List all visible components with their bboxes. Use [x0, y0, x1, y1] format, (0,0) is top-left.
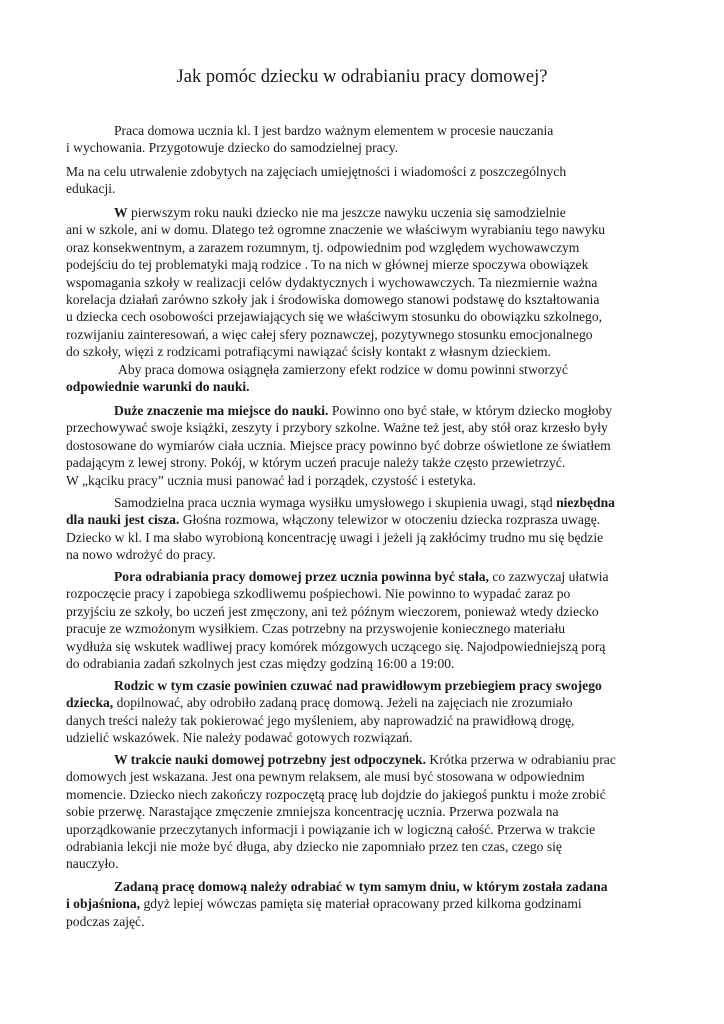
- bold-text: dziecka,: [66, 695, 114, 711]
- text-line: [66, 378, 666, 395]
- paragraph-9: [66, 751, 666, 873]
- paragraph-8: [66, 677, 666, 747]
- text-line: Ma na celu utrwalenie zdobytych na zajęciach umiejętności i wiadomości z poszczególnych: [66, 164, 567, 179]
- text-line: podejściu do tej problematyki mają rodzice . To na nich w głównej mierze spoczywa obowiązek: [66, 257, 589, 273]
- bold-text: dla nauki jest cisza.: [66, 512, 180, 528]
- paragraph-7: [66, 568, 666, 672]
- text-line: korelacja działań zarówno szkoły jak i środowiska domowego stanowi podstawę do kształtowania: [66, 292, 600, 308]
- text-line: [66, 677, 666, 694]
- text-line: sobie przerwę. Narastające zmęczenie zmniejsza koncentrację ucznia. Przerwa pozwala na: [66, 804, 559, 820]
- text-line: wydłuża się wskutek wadliwej pracy komórek mózgowych uczącego się. Najodpowiedniejszą porą: [66, 638, 606, 654]
- text-line: nauczyło.: [66, 856, 119, 872]
- text-line: oraz konsekwentnym, a zarazem rozumnym, tj. odpowiednim pod względem wychowawczym: [66, 239, 580, 255]
- text-line: podczas zajęć.: [66, 913, 145, 929]
- bold-text: W: [114, 205, 128, 220]
- text-line: Aby praca domowa osiągnęła zamierzony efekt rodzice w domu powinni stworzyć: [118, 362, 568, 377]
- text-run: Krótka przerwa w odrabianiu prac: [426, 752, 616, 767]
- paragraph-2: [66, 163, 666, 198]
- text-line: domowych jest wskazana. Jest ona pewnym relaksem, ale musi być stosowana w odpowiednim: [66, 769, 585, 785]
- text-line: rozpoczęcie pracy i zapobiega szkodliwemu pośpiechowi. Nie powinno to wypadać zaraz po: [66, 586, 571, 602]
- text-line: przyjściu ze szkoły, bo uczeń jest zmęczony, ani też późnym wieczorem, ponieważ wtedy dziecko: [66, 603, 599, 619]
- text-line: Dziecko w kl. I ma słabo wyrobioną koncentrację uwagi i jeżeli ją zakłócimy trudno mu się będzie: [66, 529, 604, 545]
- bold-text: Zadaną pracę domową należy odrabiać w tym samym dniu, w którym została zadana: [114, 879, 608, 894]
- bold-text: W trakcie nauki domowej potrzebny jest odpoczynek.: [114, 752, 427, 767]
- text-line: padającym z lewej strony. Pokój, w którym uczeń pracuje należy także często przewietrzyć.: [66, 455, 566, 471]
- text-line: udzielić wskazówek. Nie należy podawać gotowych rozwiązań.: [66, 730, 413, 746]
- paragraph-3: [66, 204, 666, 361]
- text-line: do szkoły, więzi z rodzicami potrafiącymi nawiązać ścisły kontakt z własnym dzieckiem.: [66, 344, 551, 360]
- paragraph-1: [66, 122, 666, 157]
- text-line: u dziecka cech osobowości przejawiających się we właściwym stosunku do obowiązku szkolnego,: [66, 309, 603, 325]
- text-line: dostosowane do wymiarów ciała ucznia. Miejsce pracy powinno być dobrze oświetlone ze światłem: [66, 437, 611, 453]
- text-line: uporządkowanie przeczytanych informacji i powiązanie ich w logiczną całość. Przerwa w trakcie: [66, 821, 596, 837]
- bold-text: i objaśniona,: [66, 896, 141, 912]
- bold-text: niezbędna: [556, 495, 615, 510]
- paragraph-4: [66, 361, 666, 396]
- text-line: do odrabiania zadań szkolnych jest czas między godziną 16:00 a 19:00.: [66, 656, 455, 672]
- paragraph-6: [66, 494, 666, 564]
- text-line: [66, 402, 666, 419]
- text-line: edukacji.: [66, 181, 116, 197]
- text-line: odrabiania lekcji nie może być długa, aby dziecko nie zapomniało przez ten czas, czego się: [66, 839, 562, 855]
- text-run: gdyż lepiej wówczas pamięta się materiał opracowany przed kilkoma godzinami: [140, 896, 582, 912]
- text-run: Głośna rozmowa, włączony telewizor w otoczeniu dziecka rozprasza uwagę.: [179, 512, 601, 528]
- text-line: na nowo wdrożyć do pracy.: [66, 547, 216, 563]
- text-line: wspomagania szkoły w realizacji celów dydaktycznych i wychowawczych. Ta niezmiernie ważna: [66, 274, 598, 290]
- text-line: [66, 895, 666, 912]
- text-run: co zazwyczaj ułatwia: [488, 569, 609, 584]
- bold-text: Duże znaczenie ma miejsce do nauki.: [114, 403, 329, 418]
- bold-text: Pora odrabiania pracy domowej przez ucznia powinna być stała,: [114, 569, 489, 584]
- text-run: dopilnować, aby odrobiło zadaną pracę domową. Jeżeli na zajęciach nie zrozumiało: [113, 695, 573, 711]
- text-line: [66, 494, 666, 511]
- bold-text: odpowiednie warunki do nauki.: [66, 379, 250, 395]
- text-line: [66, 751, 666, 768]
- text-line: [66, 511, 666, 528]
- text-line: Praca domowa ucznia kl. I jest bardzo ważnym elementem w procesie nauczania: [114, 123, 554, 138]
- text-line: [66, 204, 666, 221]
- text-run: Powinno ono być stałe, w którym dziecko mogłoby: [328, 403, 612, 418]
- text-line: [66, 568, 666, 585]
- text-line: momencie. Dziecko niech zakończy rozpoczętą pracę lub dojdzie do jakiegoś punktu i może zrobić: [66, 786, 606, 802]
- text-line: i wychowania. Przygotowuje dziecko do samodzielnej pracy.: [66, 140, 399, 156]
- text-line: [66, 694, 666, 711]
- text-line: pracuje ze wzmożonym wysiłkiem. Czas potrzebny na przyswojenie koniecznego materiału: [66, 621, 566, 637]
- paragraph-5: [66, 402, 666, 489]
- paragraph-10: [66, 878, 666, 930]
- text-run: Samodzielna praca ucznia wymaga wysiłku umysłowego i skupienia uwagi, stąd: [114, 495, 557, 510]
- document-title: Jak pomóc dziecku w odrabianiu pracy domowej?: [176, 67, 548, 87]
- text-line: W „kąciku pracy” ucznia musi panować ład i porządek, czystość i estetyka.: [66, 472, 477, 488]
- text-line: przechowywać swoje książki, zeszyty i przybory szkolne. Ważne też jest, aby stół oraz krzesło były: [66, 420, 608, 436]
- text-line: ani w szkole, ani w domu. Dlatego też ogromne znaczenie we właściwym wyrabianiu tego nawyku: [66, 222, 606, 238]
- bold-text: Rodzic w tym czasie powinien czuwać nad prawidłowym przebiegiem pracy swojego: [114, 678, 602, 693]
- text-line: [66, 878, 666, 895]
- text-line: danych treści należy tak pokierować jego myśleniem, aby naprowadzić na prawidłową drogę,: [66, 712, 575, 728]
- text-run: pierwszym roku nauki dziecko nie ma jeszcze nawyku uczenia się samodzielnie: [127, 205, 566, 220]
- text-line: rozwijaniu zainteresowań, a więc całej sfery poznawczej, pozytywnego stosunku emocjonalnego: [66, 326, 593, 342]
